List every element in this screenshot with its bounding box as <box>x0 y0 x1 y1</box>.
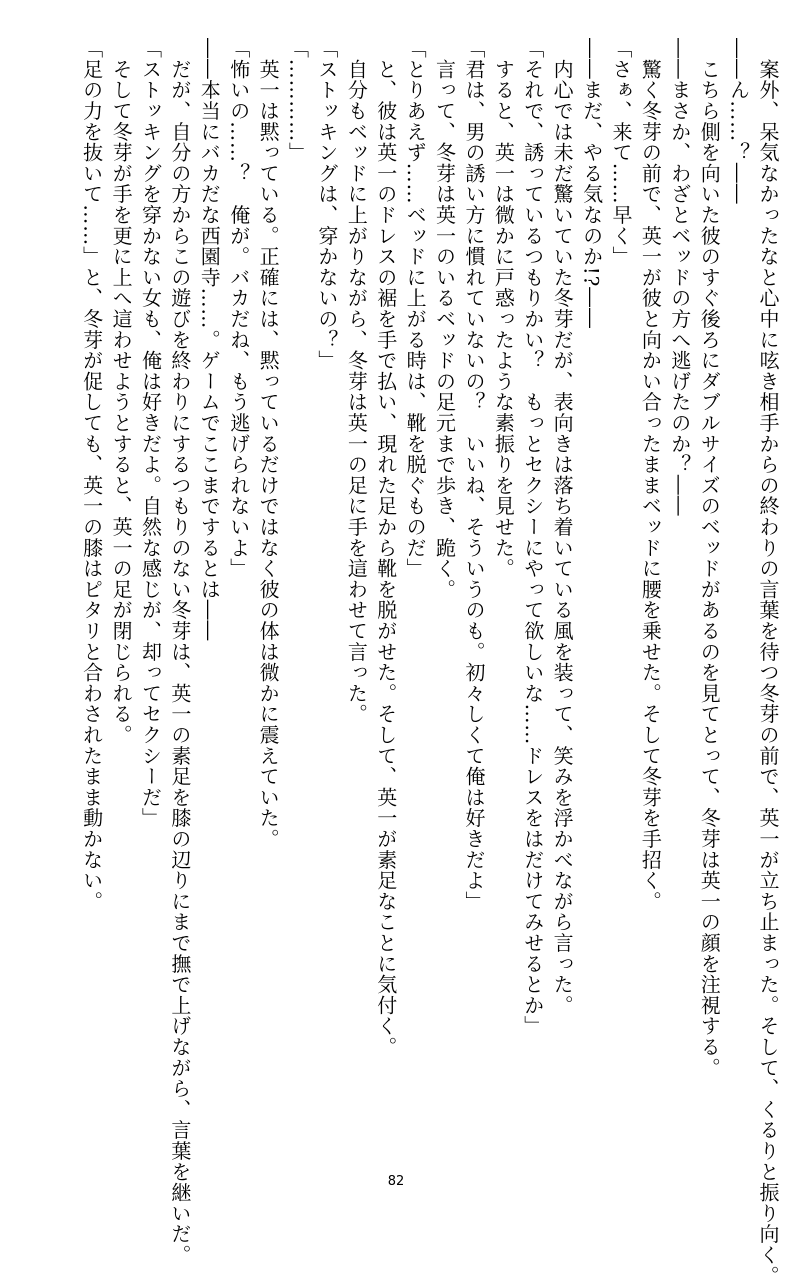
text-line: そして冬芽が手を更に上へ這わせようとすると、英一の足が閉じられる。 <box>109 38 134 746</box>
text-line: 「ストッキングを穿かない女も、俺は好きだよ。自然な感じが、却ってセクシーだ」 <box>138 38 163 829</box>
text-line: 内心では未だ驚いていた冬芽だが、表向きは落ち着いている風を装って、笑みを浮かべながら言った。 <box>550 38 575 1016</box>
text-line: ――本当にバカだな西園寺……。ゲームでここまでするとは―― <box>197 38 222 642</box>
text-line: 自分もベッドに上がりながら、冬芽は英一の足に手を這わせて言った。 <box>344 38 369 725</box>
text-line: 「それで、誘っているつもりかい？ もっとセクシーにやって欲しいな……ドレスをはだけてみせるとか」 <box>520 38 545 1037</box>
text-line: と、彼は英一のドレスの裾を手で払い、現れた足から靴を脱がせた。そして、英一が素足なことに気付く。 <box>373 38 398 1058</box>
text-line: 案外、呆気なかったなと心中に呟き相手からの終わりの言葉を待つ冬芽の前で、英一が立ち止まった。そして、くるりと振り向く。 <box>756 38 780 1286</box>
page-number: 82 <box>387 1174 405 1189</box>
text-line: こちら側を向いた彼のすぐ後ろにダブルサイズのベッドがあるのを見てとって、冬芽は英一の顔を注視する。 <box>697 38 722 1078</box>
text-line: 言って、冬芽は英一のいるベッドの足元まで歩き、跪く。 <box>432 38 457 600</box>
text-line: 「君は、男の誘い方に慣れていないの？ いいね、そういうのも。初々しくて俺は好きだよ」 <box>461 38 486 912</box>
text-line: すると、英一は微かに戸惑ったような素振りを見せた。 <box>491 38 516 579</box>
text-line: 「とりあえず……ベッドに上がる時は、靴を脱ぐものだ」 <box>403 38 428 579</box>
text-line: 「足の力を抜いて……」と、冬芽が促しても、英一の膝はピタリと合わされたまま動かない。 <box>79 38 104 912</box>
text-line: ――まだ、やる気なのか!?―― <box>579 38 604 329</box>
text-line: 「…………」 <box>285 38 310 163</box>
text-line: 「ストッキングは、穿かないの？」 <box>314 38 339 371</box>
text-line: ――まさか、わざとベッドの方へ逃げたのか？―― <box>667 38 692 517</box>
text-line: 「さぁ、来て……早く」 <box>608 38 633 267</box>
text-line: 驚く冬芽の前で、英一が彼と向かい合ったままベッドに腰を乗せた。そして冬芽を手招く。 <box>638 38 663 912</box>
text-line: ――ん……？―― <box>726 38 751 205</box>
text-line: 英一は黙っている。正確には、黙っているだけではなく彼の体は微かに震えていた。 <box>256 38 281 850</box>
text-line: だが、自分の方からこの遊びを終わりにするつもりのない冬芽は、英一の素足を膝の辺りにまで撫で上げながら、言葉を継いだ。 <box>167 38 192 1266</box>
text-line: 「怖いの……？ 俺が。バカだね、もう逃げられないよ」 <box>226 38 251 579</box>
